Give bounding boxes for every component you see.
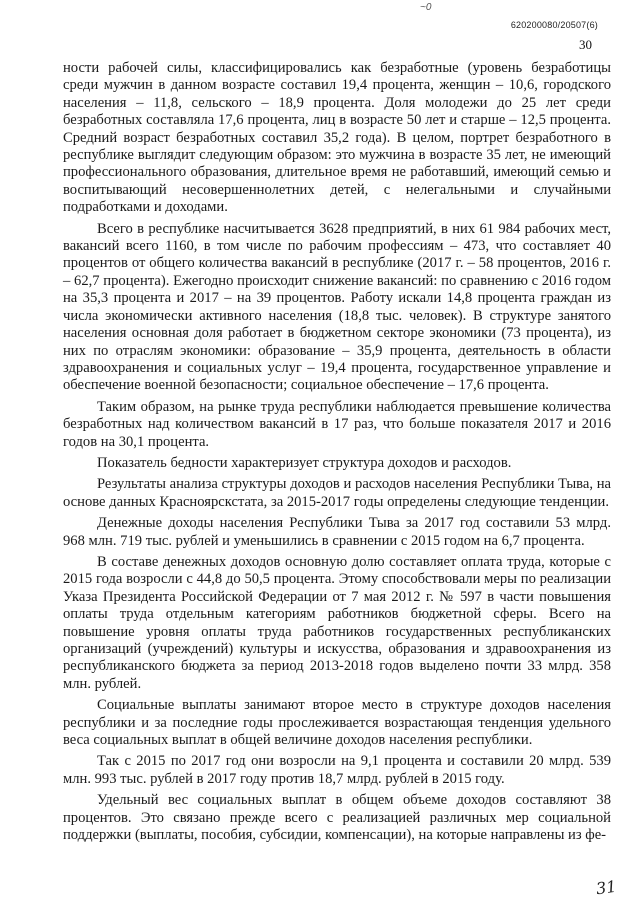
paragraph-7: В составе денежных доходов основную долю составляет оплата труда, которые с 2015 года возросли с 44,8 до 50,5 процента. Этому способствовали меры по реализации Указа Президента Российской Федерации от 7 мая 2012 г. № 597 в части повышения оплаты труда отдельным категориям работников бюджетной сферы. Всего на повышение уровня оплаты труда работников государственных республиканских организаций (учреждений) культуры и искусства, образования и здравоохранения из республиканского бюджета за период 2013-2018 годов выделено почти 33 млрд. 358 млн. рублей. — [63, 553, 611, 692]
paragraph-9: Так с 2015 по 2017 год они возросли на 9,1 процента и составили 20 млрд. 539 млн. 993 тыс. рублей в 2017 году против 18,7 млрд. рублей в 2015 году. — [63, 753, 611, 787]
paragraph-6: Денежные доходы населения Республики Тыва за 2017 год составили 53 млрд. 968 млн. 719 тыс. рублей и уменьшились в сравнении с 2015 годом на 6,7 процента. — [63, 515, 611, 549]
document-code: 620200080/20507(6) — [510, 20, 598, 30]
paragraph-5: Результаты анализа структуры доходов и расходов населения Республики Тыва, на основе данных Красноярскстата, за 2015-2017 годы определены следующие тенденции. — [63, 476, 611, 510]
paragraph-3: Таким образом, на рынке труда республики наблюдается превышение количества безработных над количеством вакансий в 17 раз, что больше показателя 2017 и 2016 годов на 30,1 процента. — [63, 398, 611, 450]
top-mark: ~0 — [420, 2, 432, 13]
paragraph-8: Социальные выплаты занимают второе место в структуре доходов населения республики и за последние годы прослеживается возрастающая тенденция удельного веса социальных выплат в общей величине доходов населения республики. — [63, 697, 611, 749]
paragraph-2: Всего в республике насчитывается 3628 предприятий, в них 61 984 рабочих мест, вакансий всего 1160, в том числе по рабочим профессиям – 473, что составляет 40 процентов от общего количества вакансий в республике (2017 г. – 58 процентов, 2016 г. – 62,7 процента). Ежегодно происходит снижение вакансий: по сравнению с 2016 годом на 35,3 процента и 2017 – на 39 процентов. Работу искали 14,8 процента граждан из числа экономически активного населения (18,8 тыс. человек). В структуре занятого населения основная доля работает в бюджетном секторе экономики (73 процента), из них по отраслям экономики: образование – 35,9 процента, деятельность в области здравоохранения и социальных услуг – 19,4 процента, государственное управление и обеспечение военной безопасности; социальное обеспечение – 17,6 процента. — [63, 220, 611, 394]
page-number: 30 — [579, 37, 592, 52]
document-body — [63, 60, 611, 848]
handwritten-page-number: 31 — [594, 876, 618, 899]
paragraph-10: Удельный вес социальных выплат в общем объеме доходов составляют 38 процентов. Это связано прежде всего с реализацией различных мер социальной поддержки (выплаты, пособия, субсидии, компенсации), на которые направлены из фе- — [63, 792, 611, 844]
paragraph-1: ности рабочей силы, классифицировались как безработные (уровень безработицы среди мужчин в данном возрасте составил 19,4 процента, женщин – 10,6, городского населения – 11,8, сельского – 18,9 процента. Доля молодежи до 25 лет среди безработных составляла 17,6 процента, лиц в возрасте 50 лет и старше – 12,5 процента. Средний возраст безработных составил 35,2 года). В целом, портрет безработного в республике выглядит следующим образом: это мужчина в возрасте 35 лет, не имеющий профессионального образования, длительное время не работавший, имеющий семью и воспитывающий несовершеннолетних детей, с нелегальными и случайными подработками и доходами. — [63, 60, 611, 216]
paragraph-4: Показатель бедности характеризует структура доходов и расходов. — [97, 454, 512, 471]
